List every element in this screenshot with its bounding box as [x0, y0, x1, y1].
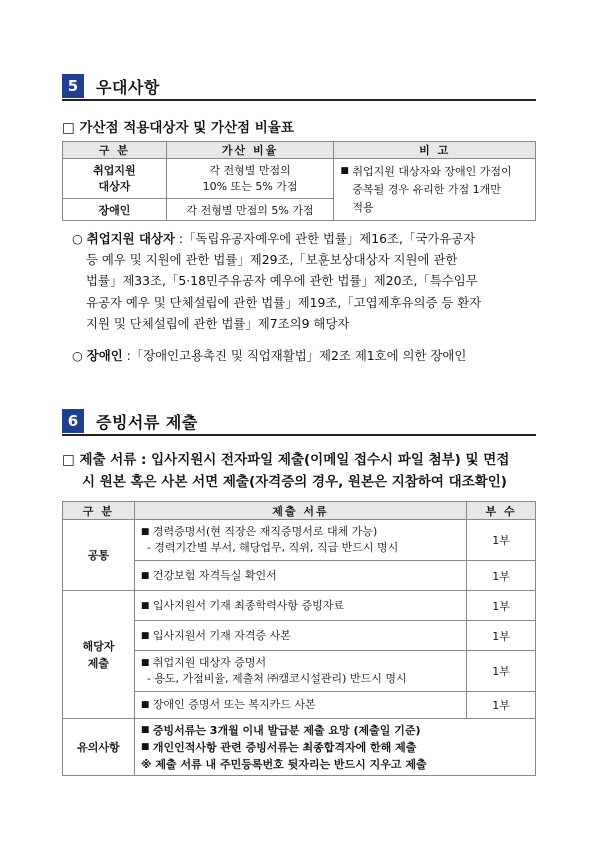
- square-bullet-icon: ■: [140, 700, 150, 710]
- group-notes: 유의사항: [63, 719, 135, 776]
- section-title: 증빙서류 제출: [96, 412, 198, 432]
- document-cell: [134, 561, 466, 591]
- square-bullet-icon: ■: [340, 165, 349, 176]
- cell-line: 취업지원: [93, 163, 136, 177]
- section-title: 우대사항: [96, 77, 160, 97]
- document-cell: [134, 692, 466, 719]
- col-header-copies: 부 수: [467, 502, 536, 520]
- document-name: 경력증명서(현 직장은 재직증명서로 대체 가능): [152, 525, 378, 538]
- rate-employment-support: [166, 159, 334, 199]
- square-bullet-icon: ■: [140, 570, 150, 581]
- subsection-line: 시 원본 혹은 사본 서면 제출(자격증의 경우, 원본은 지참하여 대조확인): [82, 474, 507, 490]
- circle-bullet-icon: ○: [72, 231, 83, 246]
- circle-bullet-icon: ○: [72, 348, 83, 363]
- document-cell: [134, 520, 466, 561]
- document-name: 입사지원서 기재 자격증 사본: [152, 628, 291, 642]
- remark-line: 적용: [352, 200, 374, 214]
- checkbox-square-icon: □: [62, 452, 75, 468]
- copies-cell: 1부: [467, 591, 536, 621]
- definition-line: 등 예우 및 지원에 관한 법률」제29조,「보훈보상대상자 지원에 관한: [86, 252, 458, 268]
- section-divider: [62, 99, 536, 101]
- definition-line: 지원 및 단체설립에 관한 법률」제7조의9 해당자: [86, 315, 350, 331]
- document-detail: - 용도, 가점비율, 제출처 ㈜캠코시설관리) 반드시 명시: [146, 672, 407, 685]
- copies-cell: 1부: [467, 561, 536, 591]
- document-cell: [134, 621, 466, 651]
- document-name: 입사지원서 기재 최종학력사항 증빙자료: [152, 598, 344, 612]
- note-line: ※ 제출 서류 내 주민등록번호 뒷자리는 반드시 지우고 제출: [140, 757, 427, 771]
- section-6-header: [62, 409, 198, 433]
- definition-line: :「장애인고용촉진 및 직업재활법」제2조 제1호에 의한 장애인: [122, 348, 467, 363]
- documents-table: [62, 501, 536, 776]
- square-bullet-icon: ■: [140, 741, 150, 752]
- document-name: 취업지원 대상자 증명서: [152, 656, 267, 669]
- definition-line: 유공자 예우 및 단체설립에 관한 법률」제19조,「고엽제후유의증 등 환자: [86, 294, 482, 310]
- remark-line: 중복될 경우 유리한 가점 1개만: [352, 182, 501, 196]
- square-bullet-icon: ■: [140, 658, 150, 668]
- document-name: 건강보험 자격득실 확인서: [152, 568, 277, 582]
- group-label-line: 해당자: [82, 639, 115, 653]
- subsection-heading: [62, 116, 294, 136]
- group-common: 공통: [63, 520, 135, 591]
- section-5-header: [62, 74, 160, 98]
- checkbox-square-icon: □: [62, 120, 75, 136]
- section-number: 5: [62, 74, 84, 98]
- term-bold: 장애인: [86, 348, 123, 363]
- col-header-category: 구 분: [63, 502, 135, 520]
- category-employment-support: [63, 159, 167, 199]
- notes-cell: [134, 719, 535, 776]
- section-divider: [62, 434, 536, 436]
- square-bullet-icon: ■: [140, 527, 150, 537]
- col-header-remarks: 비 고: [334, 142, 536, 159]
- document-cell: [134, 591, 466, 621]
- square-bullet-icon: ■: [140, 630, 150, 641]
- employment-support-definition: [72, 228, 542, 334]
- remark-line: 취업지원 대상자와 장애인 가점이: [352, 164, 512, 178]
- bonus-points-table: [62, 141, 536, 221]
- col-header-rate: 가산 비율: [166, 142, 334, 159]
- remarks-cell: [334, 159, 536, 221]
- category-disabled: 장애인: [63, 199, 167, 221]
- cell-line: 각 전형별 만점의: [209, 163, 291, 177]
- disabled-definition: [72, 345, 542, 366]
- section-number: 6: [62, 409, 84, 433]
- rate-disabled: 각 전형별 만점의 5% 가점: [166, 199, 334, 221]
- copies-cell: 1부: [467, 621, 536, 651]
- subsection-line: 제출 서류 : 입사지원시 전자파일 제출(이메일 접수시 파일 첨부) 및 면접: [79, 452, 510, 468]
- term-bold: 취업지원 대상자: [86, 231, 175, 246]
- subsection-title: 가산점 적용대상자 및 가산점 비율표: [79, 120, 294, 136]
- group-label-line: 제출: [87, 656, 110, 670]
- subsection-heading: [62, 449, 542, 493]
- copies-cell: 1부: [467, 520, 536, 561]
- note-line: 증빙서류는 3개월 이내 발급분 제출 요망 (제출일 기준): [152, 723, 421, 737]
- col-header-documents: 제출 서류: [134, 502, 466, 520]
- group-applicable: [63, 591, 135, 719]
- copies-cell: 1부: [467, 692, 536, 719]
- definition-line: 법률」제33조,「5·18민주유공자 예우에 관한 법률」제20조,「특수임무: [86, 273, 478, 289]
- document-cell: [134, 651, 466, 692]
- definition-line: :「독립유공자예우에 관한 법률」제16조,「국가유공자: [174, 231, 476, 246]
- document-detail: - 경력기간별 부서, 해당업무, 직위, 직급 반드시 명시: [146, 541, 399, 554]
- document-name: 장애인 증명서 또는 복지카드 사본: [152, 698, 316, 711]
- note-line: 개인인적사항 관련 증빙서류는 최종합격자에 한해 제출: [152, 740, 417, 754]
- square-bullet-icon: ■: [140, 724, 150, 735]
- copies-cell: 1부: [467, 651, 536, 692]
- col-header-category: 구 분: [63, 142, 167, 159]
- cell-line: 대상자: [98, 179, 131, 193]
- cell-line: 10% 또는 5% 가점: [202, 179, 298, 193]
- square-bullet-icon: ■: [140, 600, 150, 611]
